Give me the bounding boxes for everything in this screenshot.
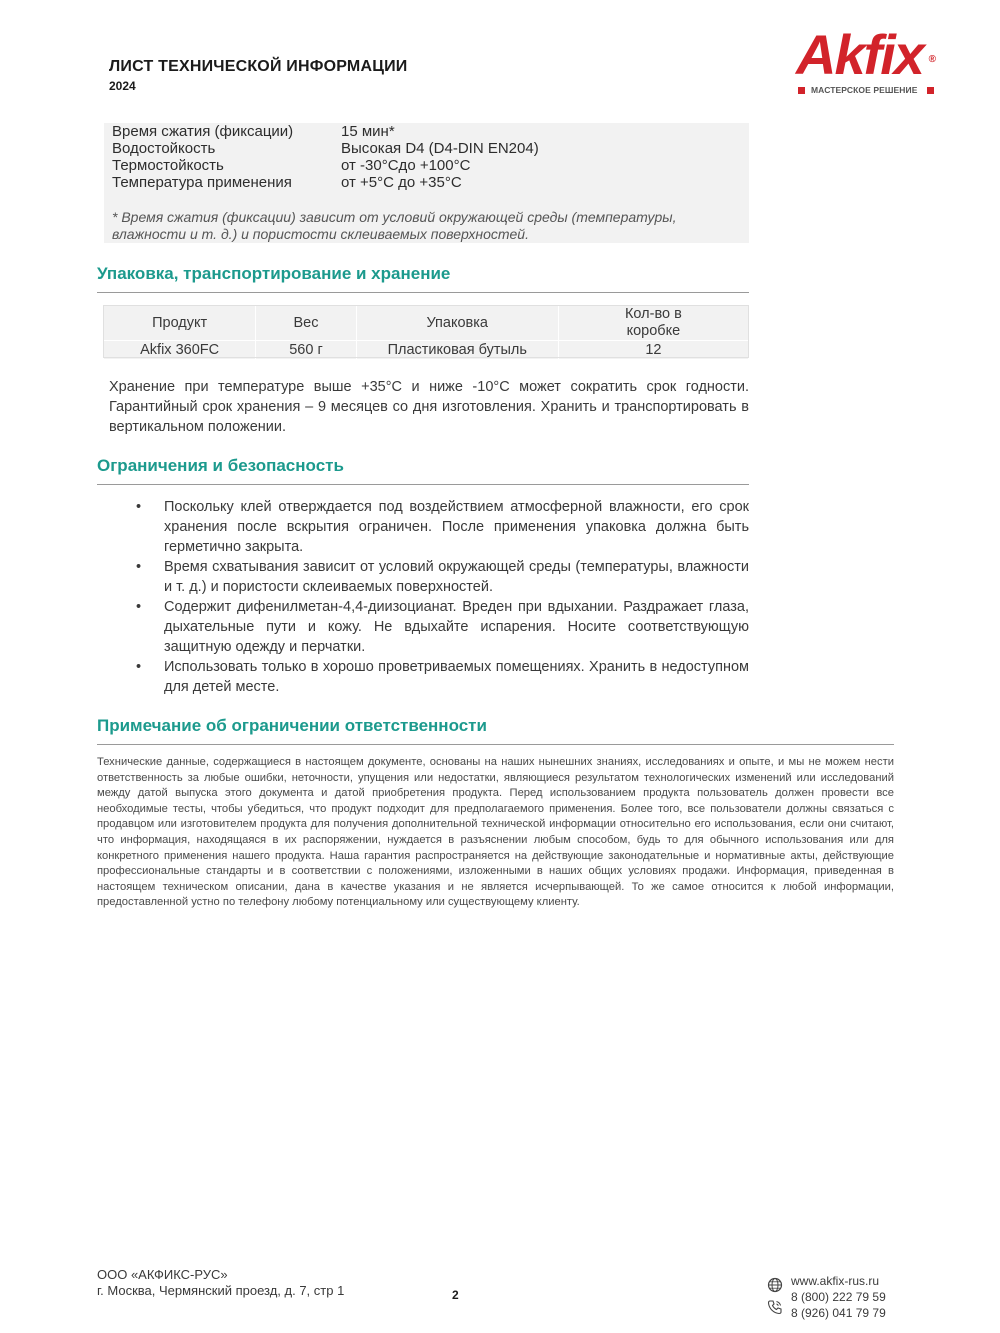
phone-number-1: 8 (800) 222 79 59: [791, 1290, 886, 1304]
table-header-cell: Продукт: [104, 306, 256, 341]
safety-heading: Ограничения и безопасность: [97, 456, 344, 475]
page-number: 2: [452, 1288, 459, 1302]
bullet-icon: •: [136, 599, 142, 615]
logo-square-right: [927, 87, 934, 94]
packaging-heading: Упаковка, транспортирование и хранение: [97, 264, 451, 283]
property-value: от -30°Сдо +100°С: [341, 157, 471, 174]
disclaimer-text: Технические данные, содержащиеся в настоящем документе, основаны на наших нынешних знаниях, исследованиях и опыте, и мы не можем нести ответственность за любые ошибки, неточности, упущения или недостатки, являющиеся результатом технологических изменений или исследований между датой выпуска этого документа и датой приобретения продукта. Перед использованием продукта пользователь должен провести все необходимые тесты, чтобы убедиться, что продукт подходит для предполагаемого применения. Более того, все пользователи должны связаться с продавцом или изготовителем продукта для получения дополнительной технической информации относительно его использования, если они считают, что информация, находящаяся в их распоряжении, нуждается в разъяснении любым способом, будь то для обычного использования или для конкретного применения нашего продукта. Наша гарантия распространяется на действующие законодательные и нормативные акты, действующие профессиональные стандарты и в соответствии с положениями, изложенными в наших общих условиях продажи. Информация, приведенная в настоящем техническом описании, дана в качестве указания и не является исчерпывающей. То же самое относится к любой информации, предоставленной устно по телефону любому потенциальному или существующему клиенту.: [97, 756, 894, 909]
list-item-text: Поскольку клей отверждается под воздействием атмосферной влажности, его срок хранения после вскрытия ограничен. После применения упаковка должна быть герметично закрыта.: [164, 499, 749, 555]
logo-registered-mark: ®: [928, 54, 936, 65]
phone-number-2: 8 (926) 041 79 79: [791, 1306, 886, 1320]
document-title: ЛИСТ ТЕХНИЧЕСКОЙ ИНФОРМАЦИИ: [109, 58, 408, 75]
table-cell-quantity: 12: [558, 341, 748, 360]
storage-paragraph: Хранение при температуре выше +35°С и ниже -10°С может сократить срок годности. Гарантийный срок хранения – 9 месяцев со дня изготовления. Хранить и транспортировать в вертикальном положении.: [109, 379, 749, 435]
properties-panel: [104, 123, 749, 243]
property-label: Температура применения: [112, 174, 292, 191]
table-row: [104, 341, 749, 360]
qty-header-text: Кол-во в коробке: [624, 306, 682, 339]
bullet-icon: •: [136, 499, 142, 515]
list-item-text: Использовать только в хорошо проветриваемых помещениях. Хранить в недоступном для детей месте.: [164, 659, 749, 695]
list-item: [136, 557, 749, 597]
property-label: Термостойкость: [112, 157, 224, 174]
safety-divider: [97, 484, 749, 485]
akfix-logo: [796, 23, 936, 98]
bullet-icon: •: [136, 659, 142, 675]
table-cell-package: Пластиковая бутыль: [356, 341, 558, 360]
phone-icon: [767, 1299, 783, 1315]
document-year: 2024: [109, 79, 136, 93]
table-cell-weight: 560 г: [256, 341, 356, 360]
list-item-text: Содержит дифенилметан-4,4-диизоцианат. Вреден при вдыхании. Раздражает глаза, дыхательные пути и кожу. Не вдыхайте испарения. Носите соответствующую защитную одежду и перчатки.: [164, 599, 749, 655]
disclaimer-heading: Примечание об ограничении ответственности: [97, 716, 487, 735]
disclaimer-divider: [97, 744, 894, 745]
packaging-table: [103, 305, 749, 360]
properties-footnote: * Время сжатия (фиксации) зависит от условий окружающей среды (температуры, влажности и т. д.) и пористости склеиваемых поверхностей.: [112, 209, 677, 242]
property-label: Водостойкость: [112, 140, 216, 157]
table-header-cell: Упаковка: [356, 306, 558, 341]
property-value: 15 мин*: [341, 123, 395, 140]
property-label: Время сжатия (фиксации): [112, 123, 294, 140]
property-value: Высокая D4 (D4-DIN EN204): [341, 140, 539, 157]
bullet-icon: •: [136, 559, 142, 575]
packaging-divider: [97, 292, 749, 293]
table-cell-product: Akfix 360FC: [104, 341, 256, 360]
logo-square-left: [798, 87, 805, 94]
company-name: ООО «АКФИКС-РУС»: [97, 1267, 228, 1282]
list-item: [136, 497, 749, 557]
table-header-cell: [558, 306, 748, 341]
property-value: от +5°С до +35°С: [341, 174, 462, 191]
list-item: [136, 657, 749, 697]
logo-slogan: МАСТЕРСКОЕ РЕШЕНИЕ: [811, 85, 918, 95]
safety-list: [136, 497, 749, 697]
logo-slogan-bar: [798, 86, 934, 96]
table-header-row: [104, 306, 749, 341]
website-link[interactable]: www.akfix-rus.ru: [791, 1274, 880, 1288]
logo-wordmark: Akfix: [796, 23, 923, 86]
table-header-cell: Вес: [256, 306, 356, 341]
globe-icon: [767, 1277, 783, 1293]
list-item-text: Время схватывания зависит от условий окружающей среды (температуры, влажности и т. д.) и пористости склеиваемых поверхностей.: [164, 559, 749, 595]
list-item: [136, 597, 749, 657]
company-address: г. Москва, Чермянский проезд, д. 7, стр 1: [97, 1283, 345, 1298]
